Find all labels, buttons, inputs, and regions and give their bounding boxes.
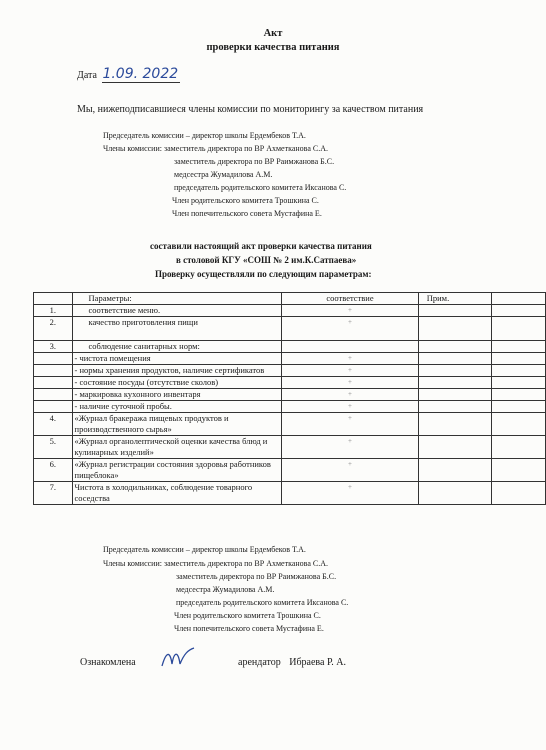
commission-member: заместитель директора по ВР Раимжанова Б.С. bbox=[176, 572, 337, 581]
intro-text: Мы, нижеподписавшиеся члены комиссии по мониторингу за качеством питания bbox=[77, 104, 424, 115]
table-row: 3. соблюдение санитарных норм: bbox=[34, 341, 546, 353]
commission-member: председатель родительского комитета Иксанова С. bbox=[174, 183, 347, 192]
commission-member: медсестра Жумадилова А.М. bbox=[174, 170, 273, 179]
table-row: 2. качество приготовления пищи + bbox=[34, 317, 546, 341]
date-value: 1.09. 2022 bbox=[102, 66, 180, 83]
signature-mark bbox=[158, 644, 200, 674]
table-row: 7. Чистота в холодильниках, соблюдение товарного соседства + bbox=[34, 482, 546, 505]
mid-line-2: в столовой КГУ «СОШ № 2 им.К.Сатпаева» bbox=[176, 255, 357, 265]
table-row: 1. соответствие меню. + bbox=[34, 305, 546, 317]
table-row: - нормы хранения продуктов, наличие сертификатов + bbox=[34, 365, 546, 377]
tenant-line bbox=[238, 657, 346, 668]
table-row: 6. «Журнал регистрации состояния здоровья работников пищеблока» + bbox=[34, 459, 546, 482]
parameters-table bbox=[33, 292, 546, 505]
commission-member: Член попечительского совета Мустафина Е. bbox=[174, 624, 324, 633]
commission-chair: Председатель комиссии – директор школы Ердембеков Т.А. bbox=[103, 545, 306, 554]
commission-member: Члены комиссии: заместитель директора по ВР Ахметканова С.А. bbox=[103, 559, 329, 568]
table-row: - состояние посуды (отсутствие сколов) + bbox=[34, 377, 546, 389]
commission-member: Члены комиссии: заместитель директора по ВР Ахметканова С.А. bbox=[103, 144, 329, 153]
table-row: - маркировка кухонного инвентаря + bbox=[34, 389, 546, 401]
header-compliance: соответствие bbox=[282, 293, 418, 305]
commission-chair: Председатель комиссии – директор школы Ердембеков Т.А. bbox=[103, 131, 306, 140]
commission-member: Член родительского комитета Трошкина С. bbox=[172, 196, 319, 205]
table-row: - наличие суточной пробы. + bbox=[34, 401, 546, 413]
doc-subtitle: проверки качества питания bbox=[206, 42, 340, 53]
commission-member: Член родительского комитета Трошкина С. bbox=[174, 611, 321, 620]
tenant-name: Ибраева Р. А. bbox=[289, 657, 346, 668]
table-row: 4. «Журнал бракеража пищевых продуктов и производственного сырья» + bbox=[34, 413, 546, 436]
commission-member: Член попечительского совета Мустафина Е. bbox=[172, 209, 322, 218]
mid-line-1: составили настоящий акт проверки качества питания bbox=[150, 241, 372, 251]
date-line bbox=[77, 66, 180, 83]
commission-member: медсестра Жумадилова А.М. bbox=[176, 585, 275, 594]
table-header-row bbox=[34, 293, 546, 305]
commission-member: заместитель директора по ВР Раимжанова Б.С. bbox=[174, 157, 335, 166]
table-row: 5. «Журнал органолептической оценки качества блюд и кулинарных изделий» + bbox=[34, 436, 546, 459]
commission-member: председатель родительского комитета Иксанова С. bbox=[176, 598, 349, 607]
header-notes: Прим. bbox=[418, 293, 491, 305]
doc-title: Акт bbox=[263, 28, 283, 39]
table-row: - чистота помещения + bbox=[34, 353, 546, 365]
acquainted-label: Ознакомлена bbox=[80, 657, 136, 668]
date-label: Дата bbox=[77, 70, 97, 81]
mid-line-3: Проверку осуществляли по следующим параметрам: bbox=[155, 269, 372, 279]
tenant-label: арендатор bbox=[238, 657, 281, 668]
header-params: Параметры: bbox=[72, 293, 282, 305]
